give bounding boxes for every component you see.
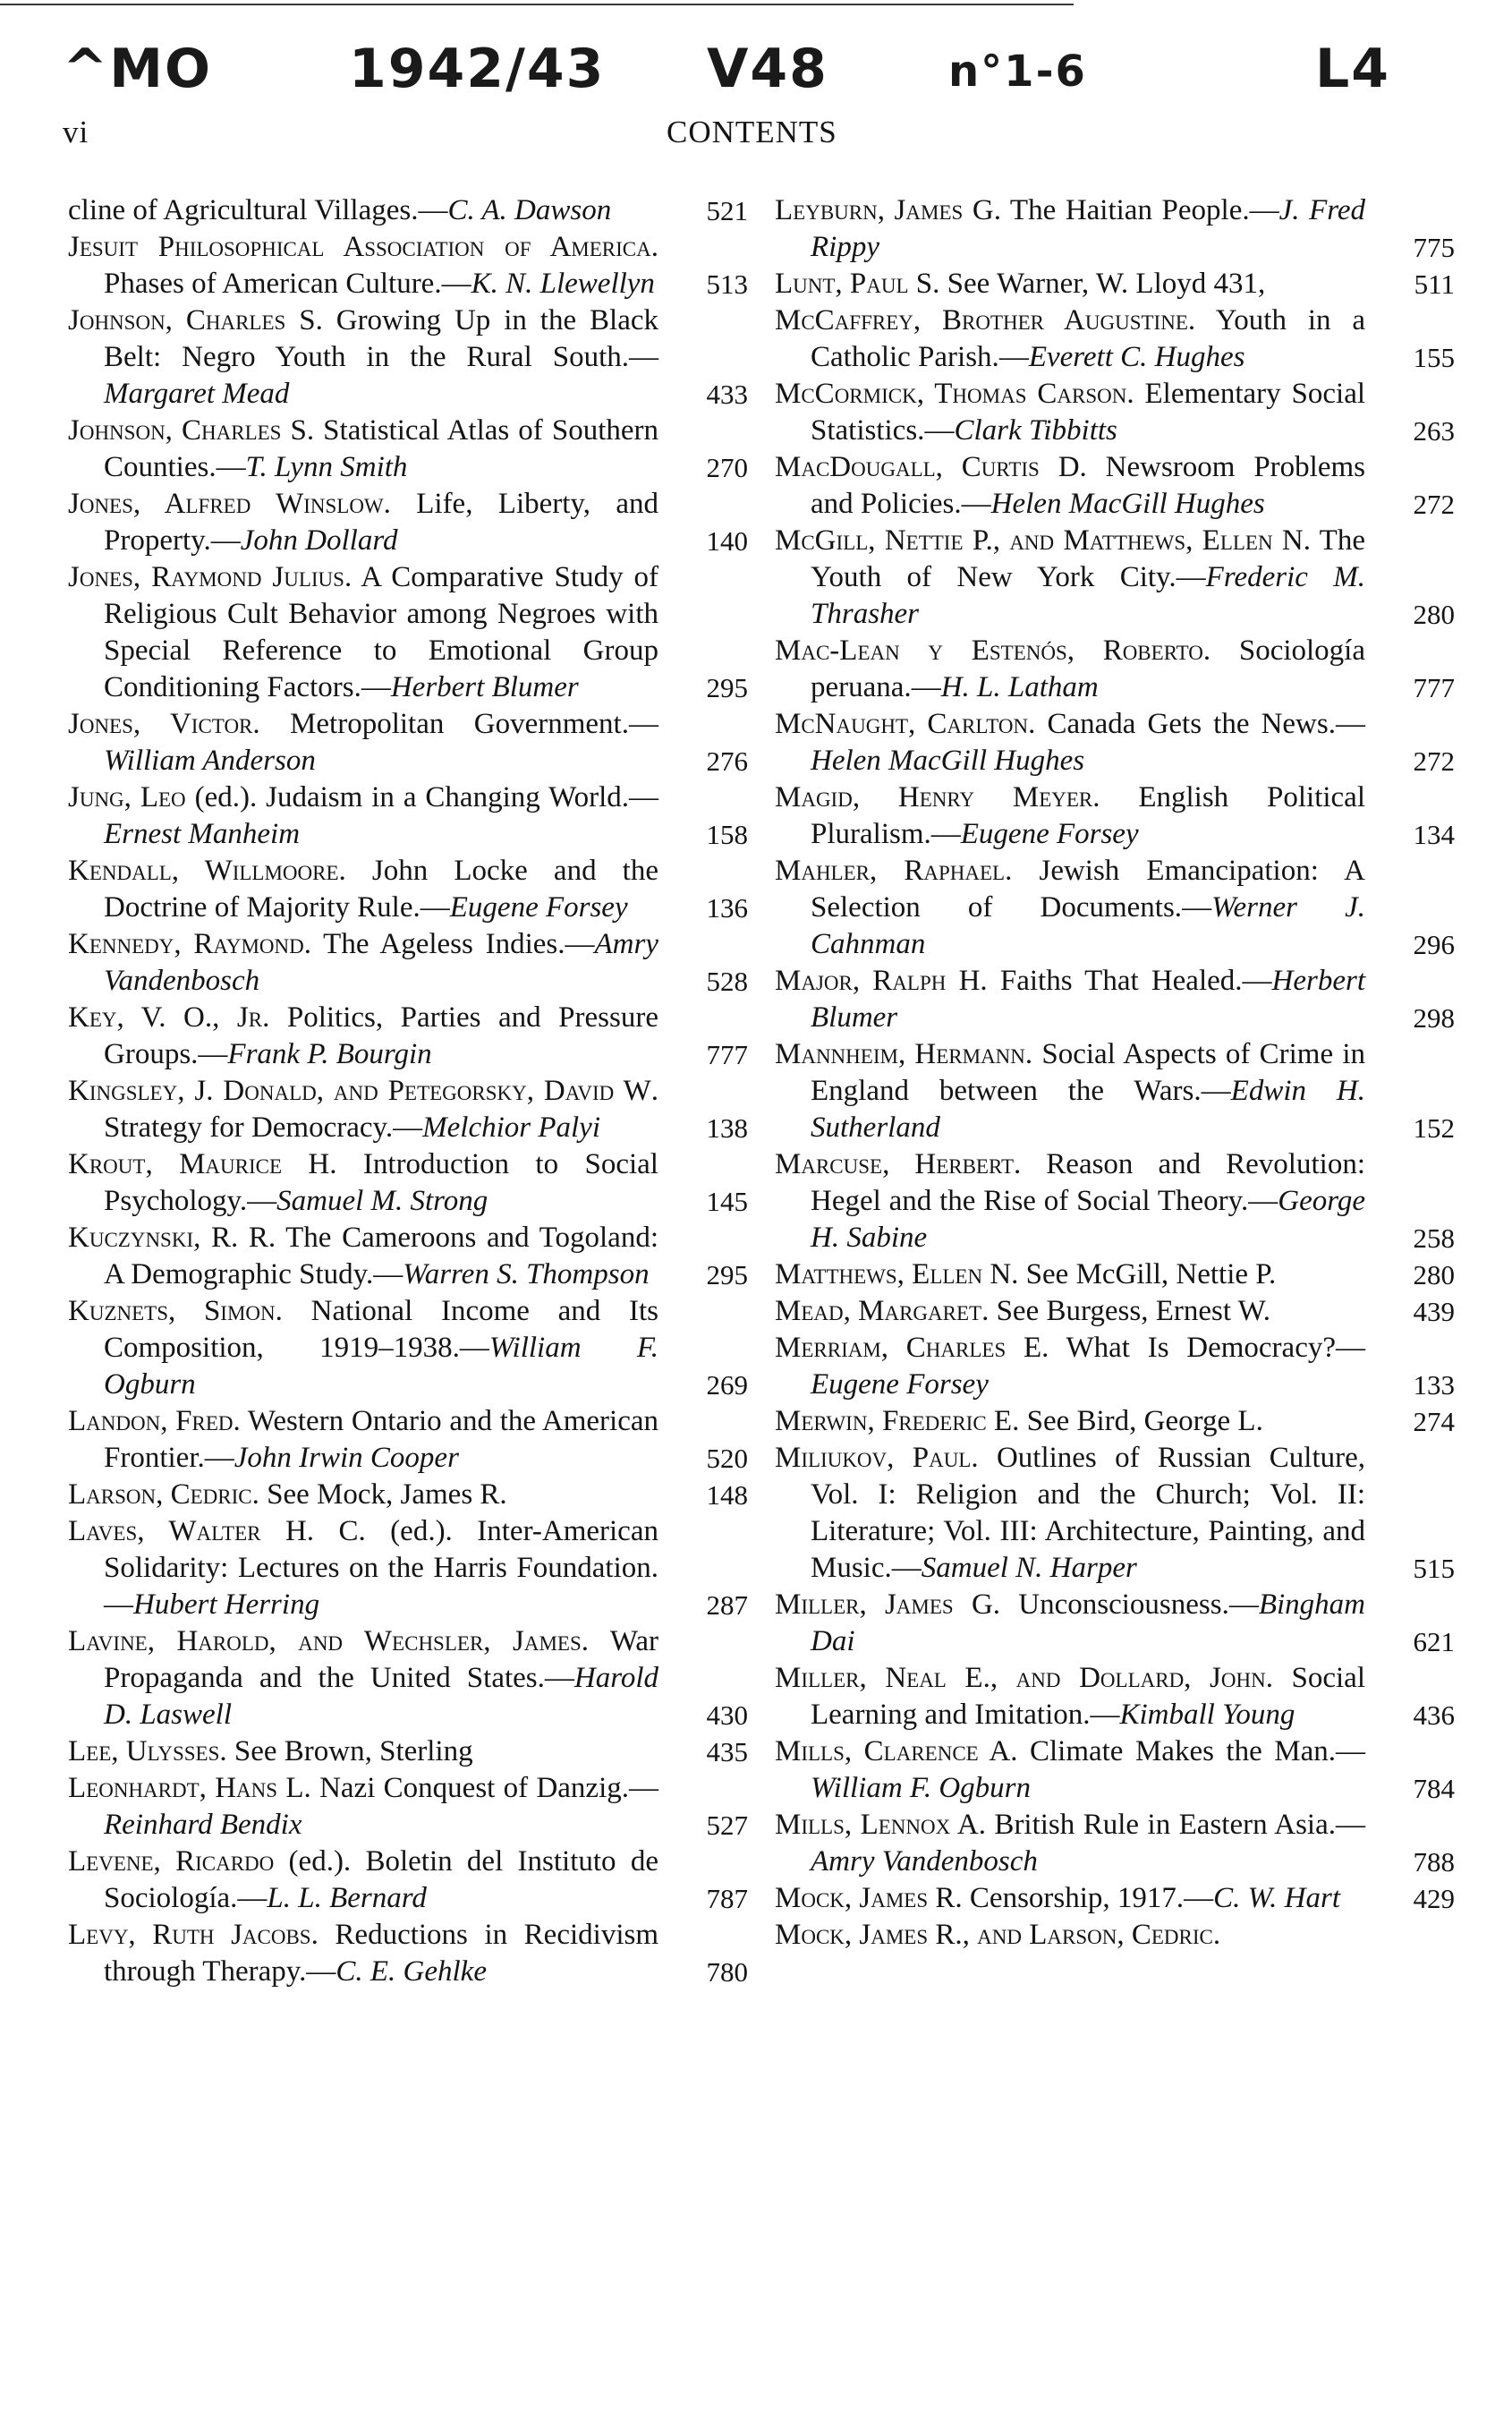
author-name: Leyburn, James G — [775, 194, 994, 226]
reviewer-name: Frank P. Bourgin — [227, 1038, 432, 1070]
page-reference: 528 — [706, 966, 748, 997]
author-name: Key, V. O., Jr — [68, 1001, 263, 1034]
reviewer-name: Bingham Dai — [811, 1588, 1365, 1657]
reviewer-name: C. E. Gehlke — [336, 1955, 487, 1988]
reviewer-dash: — — [210, 524, 241, 557]
page-reference: 780 — [706, 1956, 748, 1988]
book-title: . Unconsciousness. — [992, 1588, 1229, 1621]
author-name: Mead, Margaret — [775, 1295, 982, 1327]
index-entry — [68, 1073, 748, 1146]
index-entry — [775, 1293, 1455, 1330]
index-entry — [775, 523, 1455, 633]
page-reference: 295 — [706, 1259, 748, 1290]
reviewer-dash: — — [441, 268, 471, 300]
page-number: vi — [63, 115, 89, 149]
page-reference: 145 — [706, 1186, 748, 1217]
author-name: Magid, Henry Meyer — [775, 781, 1093, 813]
reviewer-dash: — — [1176, 561, 1206, 593]
reviewer-dash: — — [1336, 1735, 1365, 1767]
author-name: Merwin, Frederic E — [775, 1405, 1013, 1437]
book-title: (ed.). Boletin del Instituto de Sociología. — [104, 1845, 658, 1914]
author-name: MacDougall, Curtis D — [775, 451, 1080, 483]
index-entry — [775, 1036, 1455, 1146]
reviewer-dash: — — [393, 1111, 423, 1144]
reviewer-name: Samuel M. Strong — [276, 1185, 488, 1217]
reviewer-name: George H. Sabine — [811, 1185, 1365, 1254]
page-reference: 436 — [1413, 1699, 1455, 1731]
page-reference: 276 — [706, 745, 748, 777]
book-title: . See Brown, Sterling — [219, 1735, 473, 1767]
index-entry — [775, 1807, 1455, 1880]
book-title: . The Youth of New York City. — [811, 524, 1365, 593]
index-entry — [775, 1587, 1455, 1660]
reviewer-dash: — — [420, 891, 450, 924]
reviewer-name: L. L. Bernard — [267, 1882, 427, 1914]
index-entry — [775, 1146, 1455, 1256]
page-reference: 430 — [706, 1699, 748, 1731]
book-title: . Jewish Emancipation: A Selection of Documents. — [811, 855, 1365, 924]
book-title: . Sociología peruana. — [811, 634, 1365, 703]
index-entry — [775, 1917, 1455, 1954]
page-reference: 784 — [1413, 1773, 1455, 1804]
author-name: Kennedy, Raymond — [68, 928, 304, 960]
index-entry — [775, 266, 1455, 302]
handwritten-annotation: V48 — [707, 38, 828, 100]
index-entry — [775, 853, 1455, 963]
index-entry — [68, 1733, 748, 1770]
book-title: . Censorship, 1917. — [955, 1882, 1185, 1914]
book-title: (ed.). Judaism in a Changing World. — [185, 781, 629, 813]
book-title: . British Rule in Eastern Asia. — [978, 1809, 1336, 1841]
reviewer-name: Samuel N. Harper — [921, 1552, 1137, 1584]
reviewer-dash: — — [1184, 1882, 1214, 1914]
index-entry — [775, 1330, 1455, 1403]
index-entry — [775, 302, 1455, 376]
book-title: . Metropolitan Government. — [252, 708, 629, 740]
author-name: Marcuse, Herbert — [775, 1148, 1014, 1180]
page-reference: 777 — [1413, 672, 1455, 703]
reviewer-dash: — — [247, 1185, 277, 1217]
reviewer-name: Frederic M. Thrasher — [811, 561, 1365, 630]
reviewer-name: Eugene Forsey — [811, 1368, 989, 1401]
right-column — [775, 192, 1455, 1954]
author-name: Mock, James R — [775, 1882, 956, 1914]
author-name: Kuczynski, R. R — [68, 1222, 268, 1254]
page-reference: 775 — [1413, 232, 1455, 263]
reviewer-dash: — — [565, 928, 595, 960]
author-name: Mills, Lennox A — [775, 1809, 979, 1841]
index-entry — [775, 1440, 1455, 1587]
page-reference: 272 — [1413, 745, 1455, 777]
author-name: Jones, Victor — [68, 708, 253, 740]
index-entry — [68, 1220, 748, 1293]
index-entry — [775, 633, 1455, 706]
page-reference: 787 — [706, 1883, 748, 1914]
page-reference: 263 — [1413, 415, 1455, 447]
reviewer-dash: — — [1242, 965, 1272, 997]
index-entry — [775, 449, 1455, 523]
index-entry — [775, 192, 1455, 266]
reviewer-dash: — — [306, 1955, 336, 1988]
author-name: Johnson, Charles S — [68, 304, 316, 336]
reviewer-dash: — — [998, 341, 1029, 373]
index-entry — [68, 192, 748, 229]
page-reference: 272 — [1413, 489, 1455, 520]
handwritten-annotation: 1942/43 — [349, 38, 606, 100]
index-entry — [775, 706, 1455, 779]
reviewer-name: Herbert Blumer — [811, 965, 1366, 1034]
author-name: Jones, Alfred Winslow — [68, 488, 384, 520]
reviewer-name: C. W. Hart — [1213, 1882, 1340, 1914]
reviewer-dash: — — [204, 1442, 234, 1474]
book-title: . Social Learning and Imitation. — [811, 1662, 1365, 1731]
book-title: . Social Aspects of Crime in England between the Wars. — [811, 1038, 1365, 1107]
reviewer-dash: — — [544, 1662, 574, 1694]
author-name: Mac-Lean y Estenós, Roberto — [775, 634, 1203, 667]
page-reference: 280 — [1413, 1259, 1455, 1290]
page-reference: 152 — [1413, 1112, 1455, 1144]
index-entry — [68, 1000, 748, 1073]
author-name: Matthews, Ellen N — [775, 1258, 1012, 1290]
index-entry — [775, 963, 1455, 1036]
reviewer-name: Eugene Forsey — [960, 818, 1139, 850]
reviewer-name: Helen MacGill Hughes — [811, 745, 1085, 777]
author-name: Levy, Ruth Jacobs — [68, 1919, 311, 1951]
page-reference: 515 — [1413, 1553, 1455, 1584]
index-entry — [68, 926, 748, 1000]
reviewer-dash: — — [1182, 891, 1212, 924]
author-name: Merriam, Charles E — [775, 1332, 1042, 1364]
reviewer-dash: — — [361, 671, 391, 703]
reviewer-name: K. N. Llewellyn — [471, 268, 655, 300]
book-title: . (ed.). Inter-American Solidarity: Lectures on the Harris Foundation. — [104, 1515, 658, 1584]
reviewer-dash: — — [1249, 194, 1279, 226]
reviewer-name: C. A. Dawson — [447, 194, 612, 226]
reviewer-dash: — — [628, 708, 658, 740]
page-reference: 296 — [1413, 929, 1455, 960]
book-title: . Nazi Conquest of Danzig. — [303, 1772, 629, 1804]
reviewer-name: Reinhard Bendix — [104, 1809, 302, 1841]
reviewer-name: William F. Ogburn — [104, 1332, 659, 1401]
reviewer-name: J. Fred Rippy — [811, 194, 1365, 263]
book-title: . The Ageless Indies. — [303, 928, 565, 960]
index-entry — [68, 779, 748, 853]
book-title: . Western Ontario and the American Frontier. — [104, 1405, 659, 1474]
page-reference: 621 — [1413, 1626, 1455, 1657]
index-entry — [775, 1733, 1455, 1807]
reviewer-name: Hubert Herring — [133, 1588, 320, 1621]
index-entry — [68, 559, 748, 706]
author-name: Mahler, Raphael — [775, 855, 1006, 887]
reviewer-dash: — — [911, 671, 941, 703]
reviewer-dash: — — [1090, 1699, 1120, 1731]
page-reference: 429 — [1413, 1883, 1455, 1914]
reviewer-dash: — — [1201, 1075, 1231, 1107]
page-reference: 439 — [1413, 1296, 1455, 1327]
book-title: . Youth in a Catholic Parish. — [811, 304, 1365, 373]
book-title: . Newsroom Problems and Policies. — [811, 451, 1365, 520]
book-title: . Strategy for Democracy. — [104, 1075, 658, 1144]
reviewer-name: Harold D. Laswell — [104, 1662, 658, 1731]
reviewer-name: Kimball Young — [1119, 1699, 1295, 1731]
reviewer-dash: — — [216, 451, 246, 483]
page-reference: 274 — [1413, 1406, 1455, 1437]
reviewer-name: Edwin H. Sutherland — [811, 1075, 1366, 1144]
reviewer-name: John Dollard — [240, 524, 398, 557]
page-reference: 138 — [706, 1112, 748, 1144]
book-title: . Politics, Parties and Pressure Groups. — [104, 1001, 658, 1070]
reviewer-dash: — — [1248, 1185, 1278, 1217]
reviewer-name: H. L. Latham — [940, 671, 1099, 703]
book-title: . See Warner, W. Lloyd 431, — [932, 268, 1266, 300]
author-name: Lavine, Harold, and Wechsler, James — [68, 1625, 582, 1657]
reviewer-name: William Anderson — [104, 745, 316, 777]
page-reference: 788 — [1413, 1846, 1455, 1878]
book-title: . Introduction to Social Psychology. — [104, 1148, 658, 1217]
reviewer-dash: — — [629, 1772, 658, 1804]
index-entry — [68, 1513, 748, 1623]
index-entry — [775, 1256, 1455, 1293]
reviewer-name: Margaret Mead — [104, 378, 290, 410]
reviewer-dash: — — [1336, 1332, 1365, 1364]
page-reference: 521 — [706, 195, 748, 226]
page-reference: 270 — [706, 452, 748, 483]
page-reference: 511 — [1414, 268, 1455, 300]
reviewer-dash: — — [924, 414, 955, 447]
index-entry — [68, 486, 748, 559]
reviewer-name: Clark Tibbitts — [954, 414, 1117, 447]
author-name: Mannheim, Hermann — [775, 1038, 1025, 1070]
book-title: . National Income and Its Composition, 1919–1938. — [104, 1295, 658, 1364]
author-name: Lunt, Paul S — [775, 268, 933, 300]
index-entry — [68, 706, 748, 779]
page-reference: 136 — [706, 892, 748, 924]
reviewer-name: Helen MacGill Hughes — [990, 488, 1265, 520]
author-name: Mills, Clarence A — [775, 1735, 1011, 1767]
author-name: Landon, Fred — [68, 1405, 234, 1437]
book-title: . The Haitian People. — [993, 194, 1250, 226]
page-reference: 287 — [706, 1589, 748, 1621]
page-reference: 433 — [706, 379, 748, 410]
author-name: Jones, Raymond Julius — [68, 561, 344, 593]
reviewer-dash: — — [1335, 708, 1365, 740]
page-reference: 298 — [1413, 1002, 1455, 1034]
index-entry — [68, 1293, 748, 1403]
author-name: Mock, James R., and Larson, Cedric — [775, 1919, 1213, 1951]
author-name: Lee, Ulysses — [68, 1735, 220, 1767]
book-title: . The Cameroons and Togoland: A Demographic Study. — [104, 1222, 658, 1290]
book-title: . Reason and Revolution: Hegel and the Rise of Social Theory. — [811, 1148, 1365, 1217]
book-title: . Elementary Social Statistics. — [811, 378, 1366, 447]
reviewer-dash: — — [930, 818, 961, 850]
index-entry — [68, 1403, 748, 1477]
author-name: Larson, Cedric — [68, 1478, 252, 1511]
reviewer-name: Eugene Forsey — [449, 891, 628, 924]
reviewer-dash: — — [373, 1258, 403, 1290]
reviewer-name: Werner J. Cahnman — [811, 891, 1366, 960]
index-entry — [775, 1660, 1455, 1733]
book-title: . John Locke and the Doctrine of Majority Rule. — [104, 855, 658, 924]
reviewer-dash: — — [961, 488, 991, 520]
index-entry — [775, 779, 1455, 853]
page-reference: 520 — [706, 1443, 748, 1474]
reviewer-name: Everett C. Hughes — [1028, 341, 1245, 373]
reviewer-dash: — — [891, 1552, 922, 1584]
book-title: . Climate Makes the Man. — [1010, 1735, 1336, 1767]
author-name: Johnson, Charles S — [68, 414, 307, 447]
index-entry — [68, 302, 748, 413]
book-title: . See Mock, James R. — [251, 1478, 507, 1511]
author-name: McCaffrey, Brother Augustine — [775, 304, 1188, 336]
book-title: cline of Agricultural Villages. — [68, 194, 419, 226]
page-reference: 133 — [1413, 1369, 1455, 1401]
author-name: Kuznets, Simon — [68, 1295, 276, 1327]
index-entry — [775, 1880, 1455, 1917]
reviewer-dash: — — [629, 341, 658, 373]
page-reference: 269 — [706, 1369, 748, 1401]
book-title: . English Political Pluralism. — [811, 781, 1365, 850]
reviewer-dash: — — [104, 1588, 133, 1621]
page-reference: 295 — [706, 672, 748, 703]
page-reference: 777 — [706, 1039, 748, 1070]
author-name: Miller, Neal E., and Dollard, John — [775, 1662, 1266, 1694]
book-title: . Canada Gets the News. — [1028, 708, 1336, 740]
index-entry — [68, 1146, 748, 1220]
index-entry — [68, 1477, 748, 1513]
book-title: . What Is Democracy? — [1041, 1332, 1336, 1364]
book-title: . Phases of American Culture. — [104, 231, 658, 300]
author-name: Major, Ralph H — [775, 965, 981, 997]
reviewer-dash: — — [237, 1882, 268, 1914]
book-title: . Growing Up in the Black Belt: Negro Youth in the Rural South. — [104, 304, 659, 373]
reviewer-dash: — — [628, 781, 658, 813]
index-entry — [68, 1770, 748, 1844]
reviewer-name: John Irwin Cooper — [234, 1442, 459, 1474]
author-name: Levene, Ricardo — [68, 1845, 275, 1878]
index-entry — [68, 1623, 748, 1733]
page-reference: 155 — [1413, 342, 1455, 373]
author-name: Jung, Leo — [68, 781, 186, 813]
reviewer-dash: — — [1228, 1588, 1259, 1621]
author-name: Jesuit Philosophical Association of America — [68, 231, 651, 263]
reviewer-dash: — — [459, 1332, 489, 1364]
index-entry — [68, 853, 748, 926]
reviewer-name: Warren S. Thompson — [403, 1258, 650, 1290]
page-reference: 527 — [706, 1810, 748, 1841]
book-title: . Life, Liberty, and Property. — [104, 488, 658, 557]
page-reference: 148 — [706, 1479, 748, 1511]
reviewer-name: T. Lynn Smith — [245, 451, 408, 483]
index-entry — [68, 413, 748, 486]
index-entry — [68, 1844, 748, 1917]
left-column — [68, 192, 748, 1990]
handwritten-annotation: n°1-6 — [948, 47, 1087, 97]
author-name: Miller, James G — [775, 1588, 993, 1621]
book-title: . A Comparative Study of Religious Cult Behavior among Negroes with Special Reference to Emotional Group Conditioning Factors. — [104, 561, 658, 703]
book-title: . Reductions in Recidivism through Therapy. — [104, 1919, 658, 1988]
author-name: Leonhardt, Hans L — [68, 1772, 304, 1804]
book-title: . See Burgess, Ernest W. — [981, 1295, 1271, 1327]
reviewer-dash: — — [418, 194, 448, 226]
handwritten-annotation: L4 — [1315, 38, 1390, 100]
index-entry — [68, 1917, 748, 1990]
handwritten-annotation: ^MO — [63, 38, 212, 100]
book-title: . War Propaganda and the United States. — [104, 1625, 659, 1694]
page-reference: 134 — [1413, 819, 1455, 850]
book-title: . See Bird, George L. — [1012, 1405, 1263, 1437]
reviewer-name: Amry Vandenbosch — [104, 928, 658, 997]
book-title: . Outlines of Russian Culture, Vol. I: Religion and the Church; Vol. II: Literature; Vol. III: Architecture, Painting, and Music. — [811, 1442, 1365, 1584]
book-title: . Statistical Atlas of Southern Counties. — [104, 414, 658, 483]
page-title: CONTENTS — [667, 115, 837, 149]
reviewer-name: Herbert Blumer — [390, 671, 579, 703]
page-reference: 158 — [706, 819, 748, 850]
reviewer-dash: — — [198, 1038, 228, 1070]
book-title: . Faiths That Healed. — [980, 965, 1243, 997]
reviewer-name: Ernest Manheim — [104, 818, 301, 850]
author-name: McGill, Nettie P., and Matthews, Ellen N — [775, 524, 1304, 557]
author-name: McNaught, Carlton — [775, 708, 1029, 740]
author-name: Kendall, Willmoore — [68, 855, 339, 887]
page-reference: 140 — [706, 525, 748, 557]
top-rule — [0, 4, 1074, 5]
book-title: . See McGill, Nettie P. — [1011, 1258, 1277, 1290]
reviewer-dash: — — [1335, 1809, 1365, 1841]
index-entry — [775, 1403, 1455, 1440]
author-name: Miliukov, Paul — [775, 1442, 972, 1474]
page-reference: 435 — [706, 1736, 748, 1767]
reviewer-name: Melchior Palyi — [422, 1111, 600, 1144]
reviewer-name: Amry Vandenbosch — [811, 1845, 1038, 1878]
page-reference: 280 — [1413, 599, 1455, 630]
page-reference: 258 — [1413, 1222, 1455, 1254]
author-name: Krout, Maurice H — [68, 1148, 330, 1180]
book-title: . — [1212, 1919, 1221, 1951]
index-entry — [775, 376, 1455, 449]
author-name: Kingsley, J. Donald, and Petegorsky, David W — [68, 1075, 651, 1107]
page-reference: 513 — [706, 268, 748, 300]
author-name: McCormick, Thomas Carson — [775, 378, 1127, 410]
reviewer-name: William F. Ogburn — [811, 1772, 1032, 1804]
author-name: Laves, Walter H. C — [68, 1515, 359, 1547]
index-entry — [68, 229, 748, 302]
